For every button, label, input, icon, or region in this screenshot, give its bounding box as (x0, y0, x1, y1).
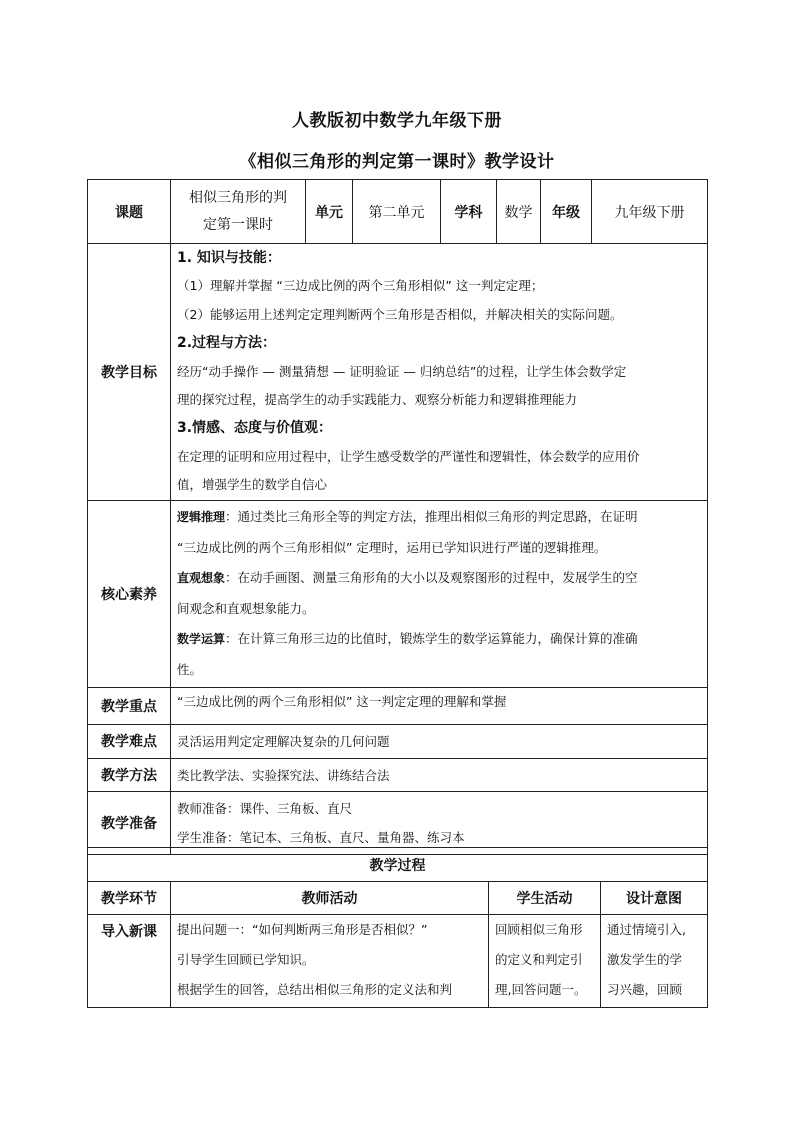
difficulty-value: 灵活运用判定定理解决复杂的几何问题 (171, 724, 708, 758)
teacher-activity-intro: 提出问题一：“如何判断两三角形是否相似？” 引导学生回顾已学知识。 根据学生的回答，总结出相似三角形的定义法和判 (171, 915, 489, 1008)
preparation-label: 教学准备 (88, 791, 171, 854)
goals-heading-knowledge: 1. 知识与技能： (177, 250, 281, 266)
unit-value: 第二单元 (353, 180, 441, 244)
student-activity-intro: 回顾相似三角形 的定义和判定引 理,回答问题一。 (489, 915, 601, 1008)
goals-heading-attitude: 3.情感、态度与价值观： (177, 420, 333, 437)
method-value: 类比教学法、实验探究法、讲练结合法 (171, 758, 708, 791)
preparation-row (88, 791, 708, 854)
design-intent-intro: 通过情境引入, 激发学生的学 习兴趣，回顾 (601, 915, 708, 1008)
topic-label: 课题 (88, 180, 171, 244)
unit-label: 单元 (306, 180, 353, 244)
method-label: 教学方法 (88, 758, 171, 791)
col-stage-header: 教学环节 (88, 882, 171, 915)
header-row (88, 180, 708, 244)
col-teacher-header: 教师活动 (171, 882, 489, 915)
key-point-row (88, 687, 708, 724)
method-row (88, 758, 708, 791)
core-literacy-content: 逻辑推理：通过类比三角形全等的判定方法，推理出相似三角形的判定思路，在证明 “三边成比例的两个三角形相似” 定理时，运用已学知识进行严谨的逻辑推理。 直观想象：在动手画图、测量三角形角的大小以及观察图形的过程中，发展学生的空 间观念和直观想象能力。 数学运算：在计算三角形三边的比值时，锻炼学生的数学运算能力，确保计算的准确 性。 (171, 500, 708, 687)
document-subtitle: 《相似三角形的判定第一课时》教学设计 (239, 152, 555, 172)
process-row-intro (88, 915, 708, 1008)
preparation-content (171, 791, 708, 854)
key-point-value: “三边成比例的两个三角形相似” 这一判定定理的理解和掌握 (171, 687, 708, 724)
document-title: 人教版初中数学九年级下册 (292, 111, 502, 131)
core-literacy-label: 核心素养 (88, 500, 171, 687)
process-title: 教学过程 (88, 848, 708, 882)
difficulty-label: 教学难点 (88, 724, 171, 758)
process-header-row (88, 882, 708, 915)
key-point-label: 教学重点 (88, 687, 171, 724)
grade-label: 年级 (541, 180, 592, 244)
stage-intro: 导入新课 (88, 915, 171, 1008)
subject-label: 学科 (441, 180, 497, 244)
col-design-header: 设计意图 (601, 882, 708, 915)
process-title-row (88, 848, 708, 882)
subject-value: 数学 (497, 180, 541, 244)
teacher-preparation: 教师准备：课件、三角板、直尺 (177, 800, 353, 816)
student-preparation: 学生准备：笔记本、三角板、直尺、量角器、练习本 (177, 829, 465, 845)
grade-value: 九年级下册 (592, 180, 708, 244)
col-student-header: 学生活动 (489, 882, 601, 915)
goals-label: 教学目标 (88, 244, 171, 501)
core-literacy-row (88, 500, 708, 687)
lesson-info-table (87, 179, 708, 855)
difficulty-row (88, 724, 708, 758)
teaching-process-table (87, 847, 708, 1008)
topic-value: 相似三角形的判 定第一课时 (171, 180, 306, 244)
goals-row (88, 244, 708, 501)
goals-heading-process: 2.过程与方法： (177, 335, 277, 352)
goals-content: 1. 知识与技能： （1）理解并掌握 “三边成比例的两个三角形相似” 这一判定定理； （2）能够运用上述判定定理判断两个三角形是否相似，并解决相关的实际问题。 2.过程与方法： 经历“动手操作 — 测量猜想 — 证明验证 — 归纳总结”的过程，让学生体会数学定 理的探究过程，提高学生的动手实践能力、观察分析能力和逻辑推理能力 3.情感、态度与价值观： 在定理的证明和应用过程中，让学生感受数学的严谨性和逻辑性，体会数学的应用价 值，增强学生的数学自信心 (171, 244, 708, 501)
